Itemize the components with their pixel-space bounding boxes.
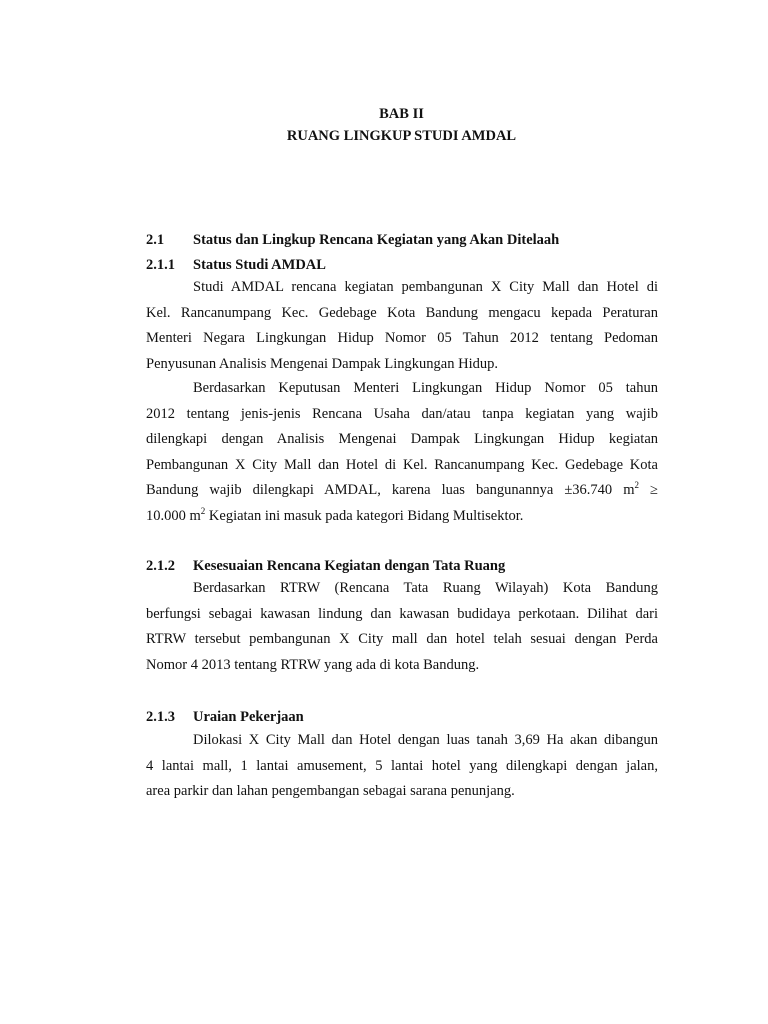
section-heading-2-1-2 [146, 557, 505, 575]
section-heading-2-1-1 [146, 256, 326, 274]
section-number: 2.1.1 [146, 257, 175, 273]
paragraph-line [146, 504, 658, 530]
paragraph-line: Menteri Negara Lingkungan Hidup Nomor 05 Tahun 2012 tentang Pedoman [146, 330, 658, 347]
paragraph-line: Penyusunan Analisis Mengenai Dampak Lingkungan Hidup. [146, 355, 498, 372]
superscript: 2 [200, 506, 206, 517]
section-number: 2.1.2 [146, 558, 175, 574]
section-title: Uraian Pekerjaan [193, 709, 304, 725]
paragraph-line: 4 lantai mall, 1 lantai amusement, 5 lantai hotel yang dilengkapi dengan jalan, [146, 757, 658, 774]
line-text: 10.000 m [146, 507, 201, 524]
section-number: 2.1 [146, 232, 165, 248]
section-number: 2.1.3 [146, 709, 175, 725]
paragraph-line: area parkir dan lahan pengembangan sebagai sarana penunjang. [146, 783, 515, 800]
chapter-title: BAB II [379, 106, 424, 122]
paragraph-line: Berdasarkan RTRW (Rencana Tata Ruang Wilayah) Kota Bandung [193, 580, 658, 596]
paragraph-line: Pembangunan X City Mall dan Hotel di Kel. Rancanumpang Kec. Gedebage Kota [146, 456, 658, 473]
line-text: Kegiatan ini masuk pada kategori Bidang Multisektor. [205, 507, 524, 524]
paragraph-uraian-pekerjaan [146, 728, 658, 805]
chapter-subtitle: RUANG LINGKUP STUDI AMDAL [286, 128, 517, 144]
section-heading-2-1-3 [146, 708, 304, 726]
paragraph-tata-ruang [146, 576, 658, 678]
paragraph-line: 2012 tentang jenis-jenis Rencana Usaha dan/atau tanpa kegiatan yang wajib [146, 405, 658, 422]
paragraph-line: dilengkapi dengan Analisis Mengenai Dampak Lingkungan Hidup kegiatan [146, 431, 658, 448]
paragraph-line: Berdasarkan Keputusan Menteri Lingkungan Hidup Nomor 05 tahun [193, 380, 658, 396]
superscript: 2 [634, 480, 639, 491]
section-title: Status Studi AMDAL [193, 257, 326, 273]
line-text: ≥ [639, 482, 658, 499]
paragraph-line [146, 478, 658, 504]
paragraph-status-studi-2 [146, 376, 658, 530]
paragraph-line: Kel. Rancanumpang Kec. Gedebage Kota Bandung mengacu kepada Peraturan [146, 304, 658, 321]
paragraph-line: RTRW tersebut pembangunan X City mall dan hotel telah sesuai dengan Perda [146, 631, 658, 648]
paragraph-line: Nomor 4 2013 tentang RTRW yang ada di kota Bandung. [146, 656, 480, 673]
section-title: Status dan Lingkup Rencana Kegiatan yang Akan Ditelaah [193, 232, 560, 248]
paragraph-status-studi-1 [146, 275, 658, 377]
paragraph-line: Studi AMDAL rencana kegiatan pembangunan X City Mall dan Hotel di [193, 279, 658, 295]
section-heading-2-1 [146, 231, 559, 249]
paragraph-line: Dilokasi X City Mall dan Hotel dengan luas tanah 3,69 Ha akan dibangun [193, 732, 658, 748]
paragraph-line: berfungsi sebagai kawasan lindung dan kawasan budidaya perkotaan. Dilihat dari [146, 605, 658, 622]
section-title: Kesesuaian Rencana Kegiatan dengan Tata Ruang [193, 558, 506, 574]
line-text: Bandung wajib dilengkapi AMDAL, karena luas bangunannya ±36.740 m [146, 482, 635, 499]
